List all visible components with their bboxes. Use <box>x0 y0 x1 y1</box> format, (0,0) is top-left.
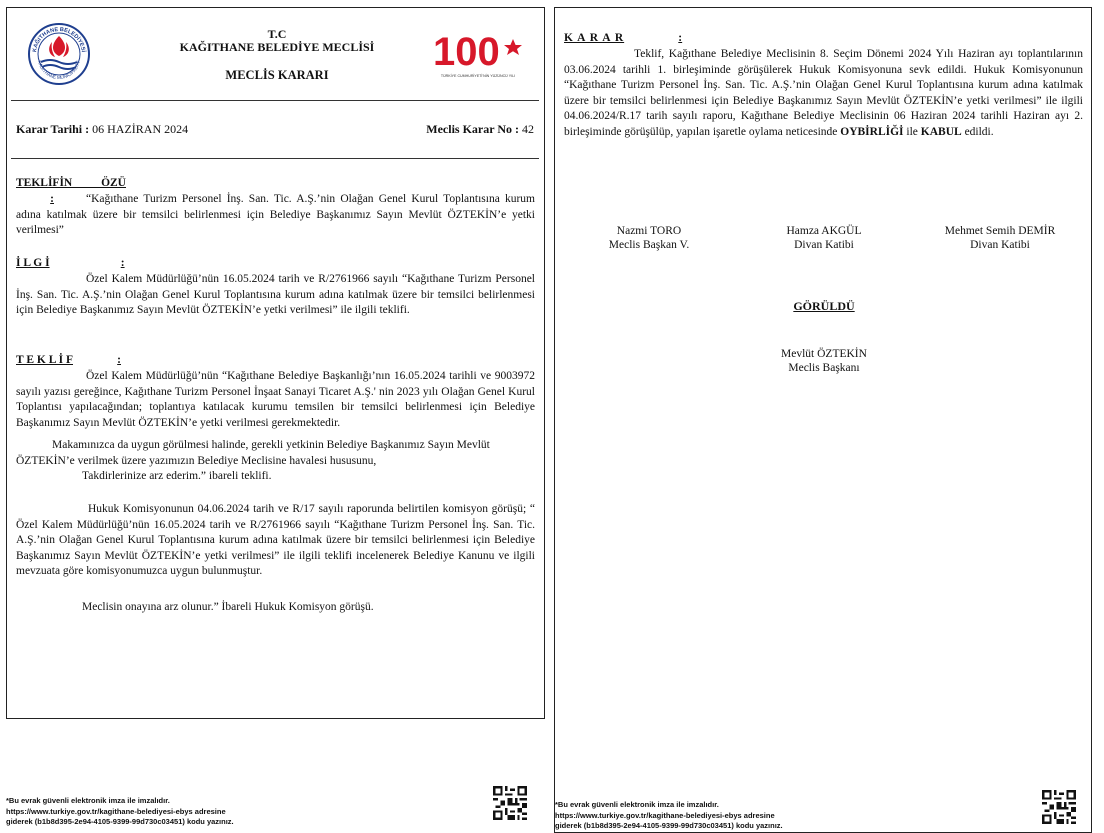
karar-vote: OYBİRLİĞİ <box>840 125 904 138</box>
header-council: KAĞITHANE BELEDİYE MECLİSİ <box>179 40 375 54</box>
mayor-name: Mevlüt ÖZTEKİN <box>781 348 867 360</box>
commission-opinion-closing: Meclisin onayına arz olunur.” İbareli Hukuk Komisyon görüşü. <box>82 601 374 613</box>
header-doc-type: MECLİS KARARI <box>225 68 329 82</box>
section-teklif-paragraph-2: Makamınızca da uygun görülmesi halinde, gerekli yetkinin Belediye Başkanımız Sayın Mevlüt ÖZTEKİN’e verilmek üzere yazımızın Belediye Meclisine havalesi hususunu, <box>16 439 490 467</box>
section-ilgi-heading: İ L G İ : <box>16 257 125 269</box>
svg-text:100: 100 <box>433 30 500 74</box>
karar-result: KABUL <box>920 125 962 138</box>
decision-page-left <box>6 7 545 719</box>
e-signature-note-left: *Bu evrak güvenli elektronik imza ile imzalıdır. https://www.turkiye.gov.tr/kagithane-belediyesi-ebys adresine giderek (b1b8d395-2e94-4105-9399-99d730c03451) kodu yazınız. <box>6 796 234 826</box>
karar-heading: K A R A R : <box>564 32 683 44</box>
qr-code-icon <box>1042 790 1076 824</box>
signature-block <box>569 225 729 252</box>
signature-title: Divan Katibi <box>794 238 854 251</box>
signature-title: Divan Katibi <box>970 238 1030 251</box>
qr-code-icon <box>493 786 527 820</box>
decision-number <box>426 122 534 138</box>
signature-name: Nazmi TORO <box>616 225 682 237</box>
section-ozu-text: “Kağıthane Turizm Personel İnş. San. Tic. A.Ş.’nin Olağan Genel Kurul Toplantısına kurum adına katılmak üzere bir temsilci belirlenmesi için Belediye Başkanımız Sayın Mevlüt ÖZTEKİN’e yetki verilmesi” <box>16 193 535 237</box>
header-divider <box>11 100 539 101</box>
svg-text:KAĞITHANE BELEDİYESİ: KAĞITHANE BELEDİYESİ <box>32 26 86 53</box>
e-signature-note-right: *Bu evrak güvenli elektronik imza ile imzalıdır. https://www.turkiye.gov.tr/kagithane-belediyesi-ebys adresine giderek (b1b8d395-2e94-4105-9399-99d730c03451) kodu yazınız. <box>555 800 783 830</box>
signature-name: Mehmet Semih DEMİR <box>944 225 1056 237</box>
karar-text: Teklif, Kağıthane Belediye Meclisinin 8. Seçim Dönemi 2024 Yılı Haziran ayı toplantılarının 03.06.2024 tarihli 1. birleşiminde görüşülerek Hukuk Komisyonuna sevk edildi. Hukuk Komisyonunun “Kağıthane Turizm Personel İnş. San. Tic. A.Ş.’nin Olağan Genel Kurul Toplantısına kurum adına katılmak üzere bir temsilci belirlenmesi için Belediye Başkanımız Sayın Mevlüt ÖZTEKİN’e yetki verilmesi” ile ilgili 04.06.2024/R.17 tarih sayılı raporu, Kağıthane Belediye Meclisinin 06 Haziran 2024 tarihli Haziran ayı 2. birleşiminde görüşülüp, yapılan işaretle oylama neticesinde OYBİRLİĞİ ile KABUL edildi. <box>564 48 1083 138</box>
centennial-100-logo-icon <box>431 25 525 83</box>
section-teklif-paragraph-1: Özel Kalem Müdürlüğü’nün “Kağıthane Belediye Başkanlığı’nın 16.05.2024 tarihli ve 9003972 sayılı yazısı gereğince, Kağıthane Turizm Personel İnşaat Sanayi Ticaret A.Ş.' nin 2023 yılı Olağan Genel Kurul Toplantısı yapılacağından; toplantıya katılacak kurumu temsilen bir temsilci belirlenmesi için Belediye Başkanımız Sayın Mevlüt ÖZTEKİN’e yetki verilmesi gerekmektedir. <box>16 370 535 429</box>
section-teklif-paragraph-3: Takdirlerinize arz ederim.” ibareli teklifi. <box>82 470 272 482</box>
section-teklif-label: T E K L İ F <box>16 354 73 366</box>
section-ilgi-label: İ L G İ <box>16 257 50 269</box>
decision-date-label: Karar Tarihi : <box>16 122 90 136</box>
section-ilgi-text: Özel Kalem Müdürlüğü’nün 16.05.2024 tarih ve R/2761966 sayılı “Kağıthane Turizm Personel İnş. San. Tic. A.Ş.’nin Olağan Genel Kurul Toplantısına kurum adına katılmak üzere bir temsilci belirlenmesi için Belediye Başkanımız Sayın Mevlüt ÖZTEKİN’e yetki verilmesi” ile ilgili teklifi. <box>16 273 535 317</box>
svg-text:KAĞITHANE MUNICIPALITY: KAĞITHANE MUNICIPALITY <box>37 59 81 81</box>
section-ozu-heading: TEKLİFİN ÖZÜ: <box>16 177 126 205</box>
signature-name: Hamza AKGÜL <box>786 225 862 237</box>
svg-text:TÜRKİYE CUMHURİYETİ'NİN YÜZÜNC: TÜRKİYE CUMHURİYETİ'NİN YÜZÜNCÜ YILI <box>440 74 516 78</box>
meta-divider <box>11 158 539 159</box>
signature-title: Meclis Başkan V. <box>608 238 690 251</box>
header-tc: T.C <box>267 27 287 41</box>
kagithane-municipality-logo-icon <box>27 22 91 86</box>
decision-number-value: 42 <box>522 122 534 136</box>
mayor-title: Meclis Başkanı <box>788 361 860 374</box>
decision-date <box>16 122 188 138</box>
karar-text-main: Teklif, Kağıthane Belediye Meclisinin 8. Seçim Dönemi 2024 Yılı Haziran ayı toplantılarının 03.06.2024 tarihli 1. birleşiminde görüşülerek Hukuk Komisyonuna sevk edildi. Hukuk Komisyonunun “Kağıthane Turizm Personel İnş. San. Tic. A.Ş.’nin Olağan Genel Kurul Toplantısına kurum adına katılmak üzere bir temsilci belirlenmesi için Belediye Başkanımız Sayın Mevlüt ÖZTEKİN’e yetki verilmesi” ile ilgili 04.06.2024/R.17 tarih sayılı raporu, Kağıthane Belediye Meclisinin 06 Haziran 2024 tarihli Haziran ayı 2. birleşiminde görüşülüp, yapılan işaretle oylama neticesinde <box>564 48 1083 138</box>
decision-date-value: 06 HAZİRAN 2024 <box>92 122 189 136</box>
commission-opinion-paragraph: Hukuk Komisyonunun 04.06.2024 tarih ve R/17 sayılı raporunda belirtilen komisyon görüşü; “ Özel Kalem Müdürlüğü’nün 16.05.2024 tarih ve R/2761966 sayılı “Kağıthane Turizm Personel İnş. San. Tic. A.Ş.’nin Olağan Genel Kurul Toplantısına kurum adına katılmak üzere bir temsilci belirlenmesi için Belediye Başkanımız Sayın Mevlüt ÖZTEKİN’e yetki verilmesi” ile ilgili teklifi incelenerek Belediye Kanunu ve ilgili mevzuata göre komisyonumuzca uygun bulunmuştur. <box>16 503 535 578</box>
karar-label: K A R A R <box>564 32 625 44</box>
mayor-signature-block <box>744 348 904 375</box>
section-ozu-label: TEKLİFİN ÖZÜ <box>16 177 126 189</box>
decision-page-right <box>554 7 1092 833</box>
section-teklif-heading: T E K L İ F : <box>16 354 121 366</box>
signature-block <box>910 225 1090 252</box>
decision-number-label: Meclis Karar No : <box>426 122 519 136</box>
goruldu-label: GÖRÜLDÜ <box>793 299 855 313</box>
signature-block <box>744 225 904 252</box>
